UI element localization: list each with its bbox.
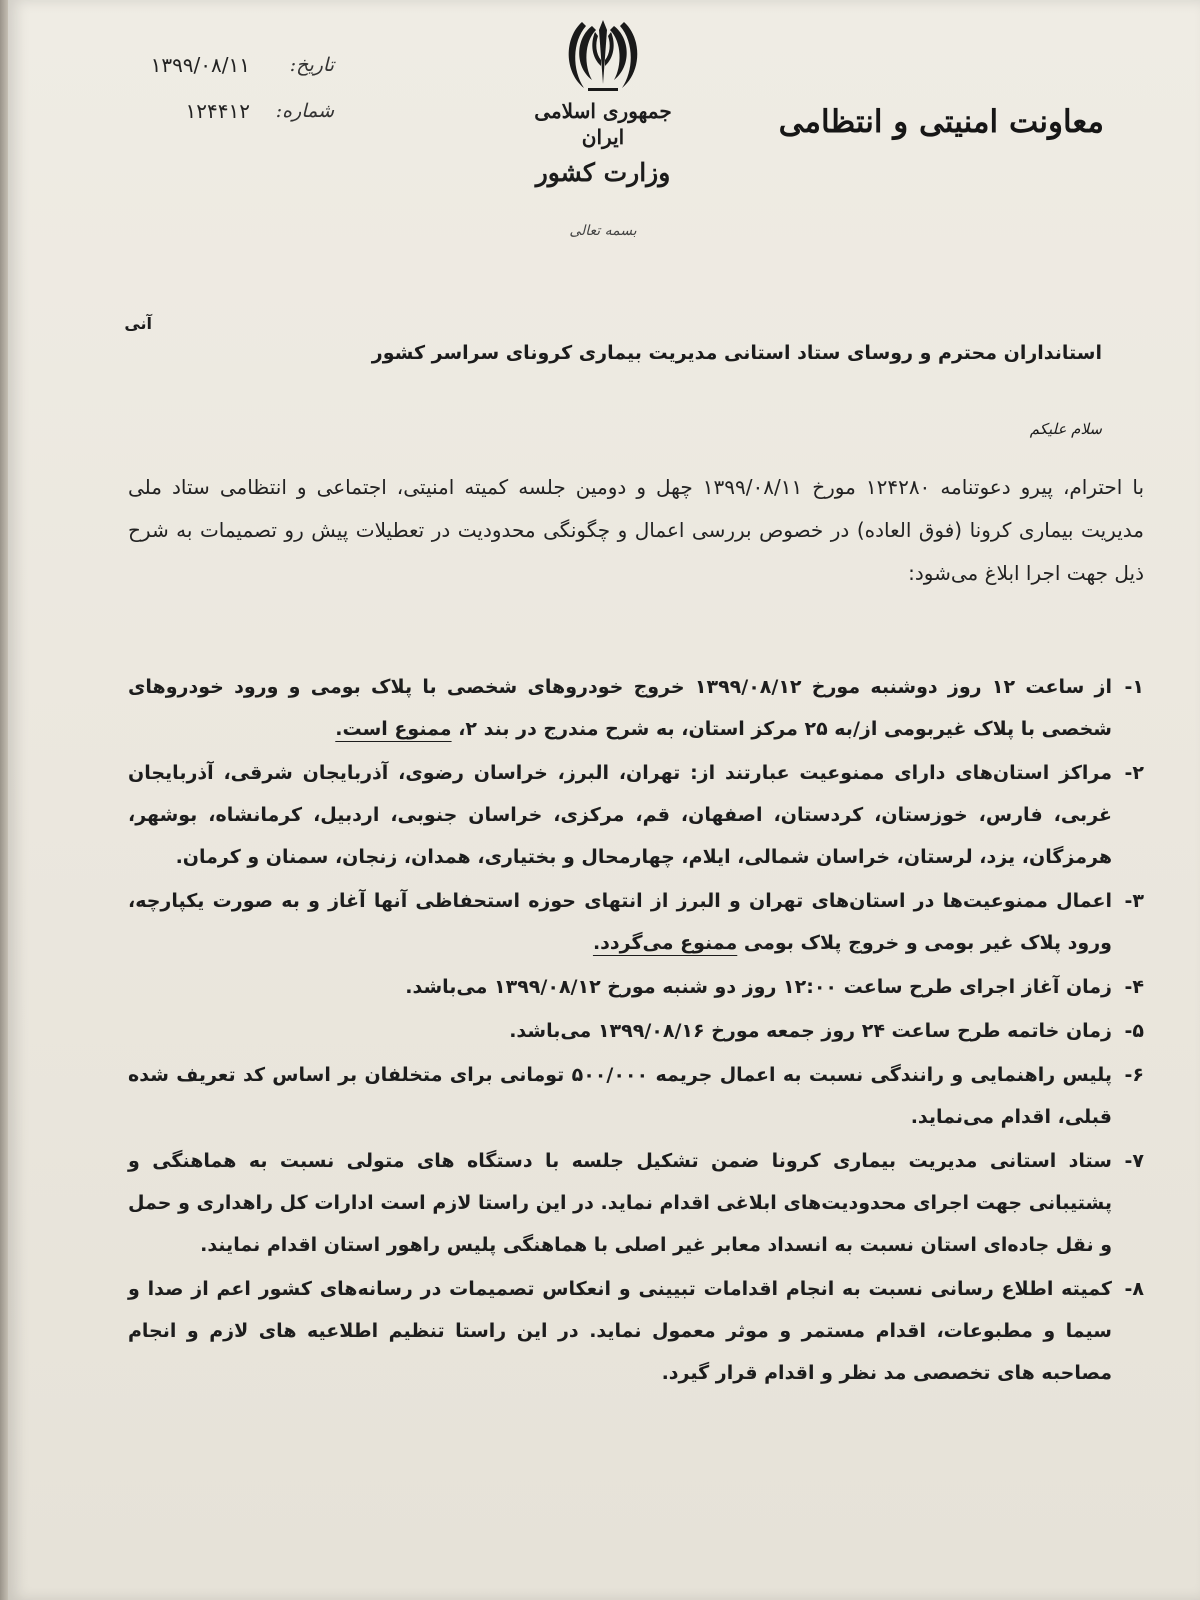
item-emphasis: ممنوع می‌گردد. — [592, 932, 738, 954]
list-item — [128, 1054, 1144, 1138]
item-body: ستاد استانی مدیریت بیماری کرونا ضمن تشکیل جلسه با دستگاه های متولی نسبت به هماهنگی و پشتیبانی جهت اجرای محدودیت‌های ابلاغی اقدام نماید. در این راستا لازم است ادارات کل راهداری و حمل و نقل جاده‌ای استان نسبت به انسداد معابر غیر اصلی با هماهنگی پلیس راهور استان اقدام نمایند. — [128, 1150, 1112, 1256]
bismillah: بسمه تعالی — [569, 223, 637, 239]
iran-emblem-icon — [562, 14, 644, 94]
date-number-block — [94, 42, 334, 134]
date-value: ۱۳۹۹/۰۸/۱۱ — [150, 53, 250, 77]
date-row — [94, 42, 334, 88]
department-title: معاونت امنیتی و انتظامی — [778, 104, 1104, 140]
item-number: ۱- — [1124, 676, 1144, 698]
item-text — [128, 666, 1112, 750]
item-body: مراکز استان‌های دارای ممنوعیت عبارتند از: تهران، البرز، خراسان رضوی، آذربایجان شرقی، آذربایجان غربی، فارس، خوزستان، کردستان، اصفهان، قم، مرکزی، خراسان جنوبی، اردبیل، کرمانشاه، بوشهر، هرمزگان، یزد، لرستان، خراسان شمالی، ایلام، چهارمحال و بختیاری، همدان، زنجان، سمنان و کرمان. — [128, 762, 1112, 868]
ministry-name: وزارت کشور — [535, 158, 671, 187]
intro-paragraph: با احترام، پیرو دعوتنامه ۱۲۴۲۸۰ مورخ ۱۳۹۹/۰۸/۱۱ چهل و دومین جلسه کمیته امنیتی، اجتماعی و انتظامی ستاد ملی مدیریت بیماری کرونا (فوق العاده) در خصوص بررسی اعمال و چگونگی محدودیت در تعطیلات پیش رو تصمیمات به شرح ذیل جهت اجرا ابلاغ می‌شود: — [128, 475, 1145, 585]
item-body: زمان خاتمه طرح ساعت ۲۴ روز جمعه مورخ ۱۳۹۹/۰۸/۱۶ می‌باشد. — [509, 1020, 1112, 1042]
recipient-line: استانداران محترم و روسای ستاد استانی مدیریت بیماری کرونای سراسر کشور — [371, 342, 1102, 364]
item-number: ۲- — [1124, 762, 1144, 784]
list-item — [128, 880, 1144, 964]
item-body: کمیته اطلاع رسانی نسبت به انجام اقدامات تبیینی و انعکاس تصمیمات در رسانه‌های کشور اعم از صدا و سیما و مطبوعات، اقدام مستمر و موثر معمول نماید. در این راستا تنظیم اطلاعیه های لازم و انجام مصاحبه های تخصصی مد نظر و اقدام قرار گیرد. — [128, 1278, 1112, 1384]
urgency-label: آنی — [124, 314, 152, 333]
list-item — [128, 966, 1144, 1008]
number-label: شماره: — [275, 100, 334, 122]
item-body: پلیس راهنمایی و رانندگی نسبت به اعمال جریمه ۵۰۰/۰۰۰ تومانی برای متخلفان بر اساس کد تعریف شده قبلی، اقدام می‌نماید. — [128, 1064, 1112, 1128]
greeting: سلام علیکم — [1029, 420, 1102, 438]
date-label: تاریخ: — [289, 54, 334, 76]
item-number: ۴- — [1124, 976, 1144, 998]
list-item — [128, 1268, 1144, 1394]
item-emphasis: ممنوع است. — [335, 718, 452, 740]
item-body: اعمال ممنوعیت‌ها در استان‌های تهران و البرز از انتهای حوزه استحفاظی آنها آغاز و به صورت یکپارچه، ورود پلاک غیر بومی و خروج پلاک بومی — [128, 890, 1112, 954]
item-number: ۷- — [1124, 1150, 1144, 1172]
list-item — [128, 1140, 1144, 1266]
item-body: از ساعت ۱۲ روز دوشنبه مورخ ۱۳۹۹/۰۸/۱۲ خروج خودروهای شخصی با پلاک بومی و ورود خودروهای شخصی با پلاک غیربومی از/به ۲۵ مرکز استان، به شرح مندرج در بند ۲، — [128, 676, 1112, 740]
item-text — [128, 880, 1112, 964]
decision-list — [128, 666, 1144, 1396]
item-number: ۳- — [1124, 890, 1144, 912]
number-value: ۱۲۴۴۱۲ — [185, 99, 250, 123]
emblem-caption: جمهوری اسلامی ایران — [534, 99, 672, 149]
list-item — [128, 666, 1144, 750]
list-item — [128, 1010, 1144, 1052]
item-number: ۸- — [1124, 1278, 1144, 1300]
item-number: ۶- — [1124, 1064, 1144, 1086]
letterhead-center — [528, 14, 678, 239]
number-row — [94, 88, 334, 134]
list-item — [128, 752, 1144, 878]
item-body: زمان آغاز اجرای طرح ساعت ۱۲:۰۰ روز دو شنبه مورخ ۱۳۹۹/۰۸/۱۲ می‌باشد. — [405, 976, 1112, 998]
item-number: ۵- — [1124, 1020, 1144, 1042]
letter-page — [8, 0, 1200, 1600]
